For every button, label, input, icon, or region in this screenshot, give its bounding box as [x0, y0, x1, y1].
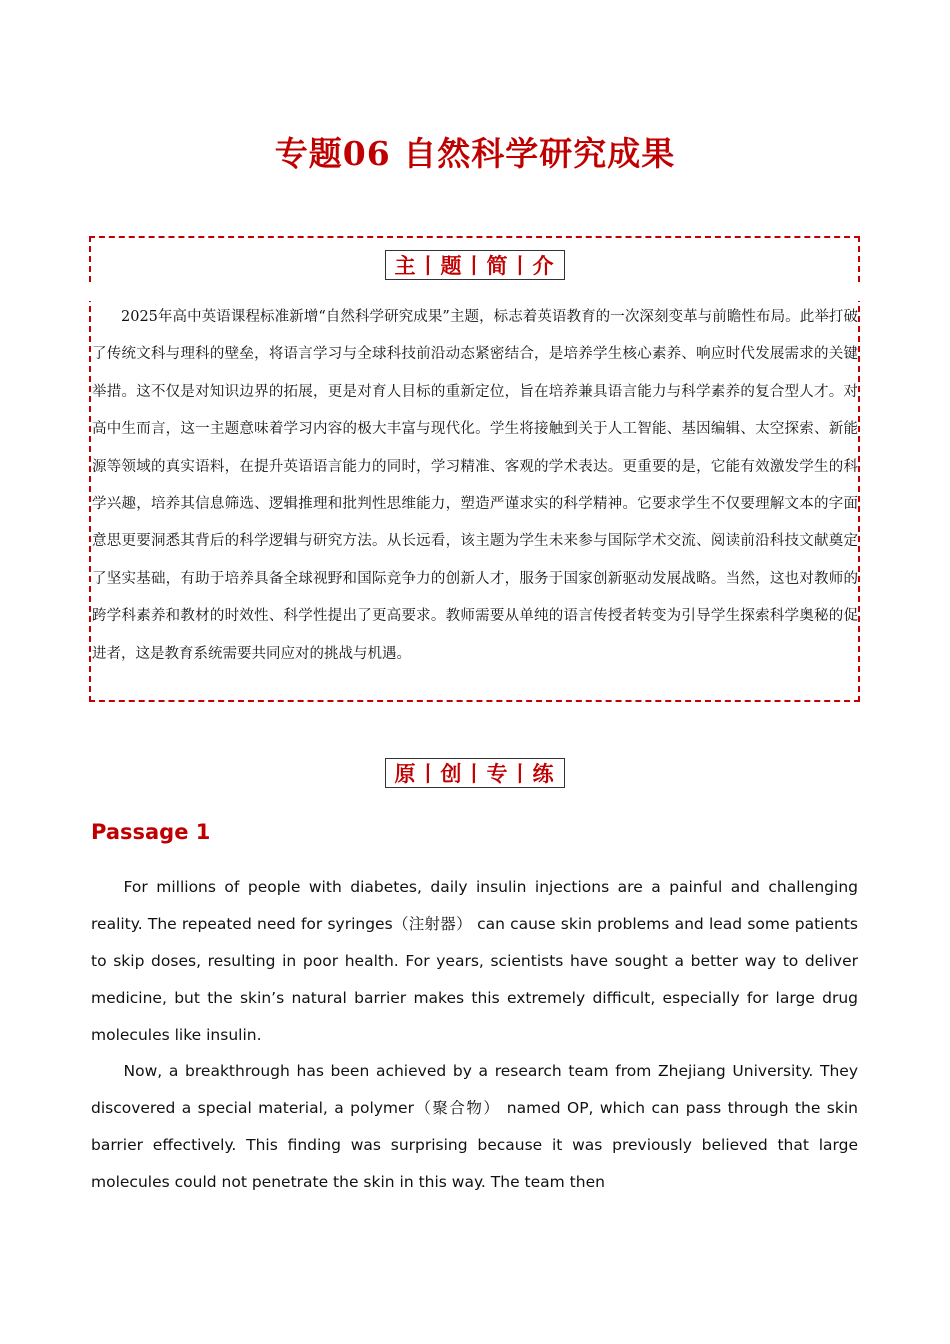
practice-section-tag: 原丨创丨专丨练	[385, 758, 565, 788]
intro-paragraph: 2025年高中英语课程标准新增“自然科学研究成果”主题，标志着英语教育的一次深刻变革与前瞻性布局。此举打破了传统文科与理科的壁垒，将语言学习与全球科技前沿动态紧密结合，是培养学生核心素养、响应时代发展需求的关键举措。这不仅是对知识边界的拓展，更是对育人目标的重新定位，旨在培养兼具语言能力与科学素养的复合型人才。对高中生而言，这一主题意味着学习内容的极大丰富与现代化。学生将接触到关于人工智能、基因编辑、太空探索、新能源等领域的真实语料，在提升英语语言能力的同时，学习精准、客观的学术表达。更重要的是，它能有效激发学生的科学兴趣，培养其信息筛选、逻辑推理和批判性思维能力，塑造严谨求实的科学精神。它要求学生不仅要理解文本的字面意思更要洞悉其背后的科学逻辑与研究方法。从长远看，该主题为学生未来参与国际学术交流、阅读前沿科技文献奠定了坚实基础，有助于培养具备全球视野和国际竞争力的创新人才，服务于国家创新驱动发展战略。当然，这也对教师的跨学科素养和教材的时效性、科学性提出了更高要求。教师需要从单纯的语言传授者转变为引导学生探索科学奥秘的促进者，这是教育系统需要共同应对的挑战与机遇。	[92, 309, 858, 662]
passage-paragraph-2: Now, a breakthrough has been achieved by a research team from Zhejiang University. They discovered a special material, a polymer（聚合物） named OP, which can pass through the skin barrier effectively. This finding was surprising because it was previously believed that large molecules could not penetrate the skin in this way. The team then	[91, 1062, 858, 1191]
intro-section-tag: 主丨题丨简丨介	[385, 250, 565, 280]
page-title: 专题06 自然科学研究成果	[274, 134, 676, 173]
passage-heading: Passage 1	[91, 820, 211, 844]
passage-paragraph-1: For millions of people with diabetes, daily insulin injections are a painful and challenging reality. The repeated need for syringes（注射器） can cause skin problems and lead some patients to skip doses, resulting in poor health. For years, scientists have sought a better way to deliver medicine, but the skin’s natural barrier makes this extremely difficult, especially for large drug molecules like insulin.	[91, 878, 858, 1044]
